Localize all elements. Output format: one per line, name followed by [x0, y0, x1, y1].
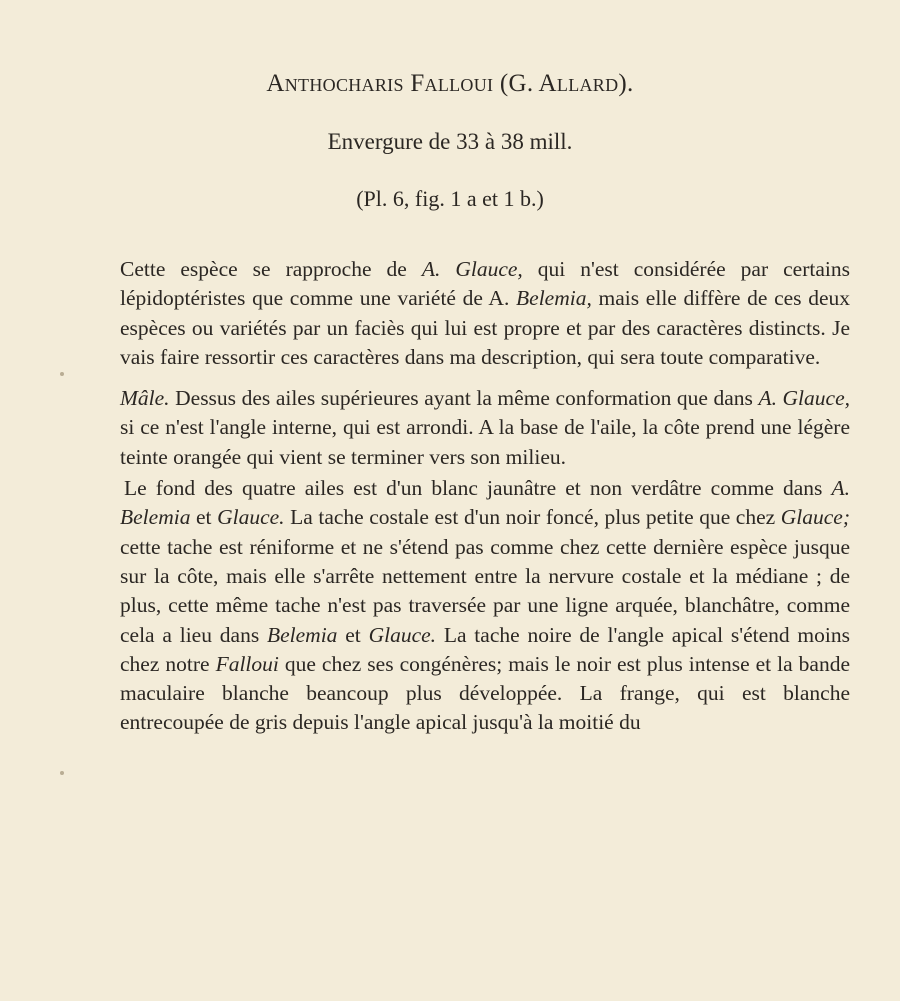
species-name: Glauce. — [217, 505, 285, 530]
text-span: et — [337, 622, 369, 647]
text-span: cette tache est réniforme et ne s'étend pas comme chez cette dernière espèce jusque sur la côte, mais elle s'arrête nettement entre la nervure costale et la médiane ; de plus, cette même tache n'est pas traversée par une ligne arquée, blanchâtre, comme cela a lieu dans — [120, 534, 850, 647]
paragraph-ground-color — [120, 474, 850, 738]
description-text — [120, 255, 850, 738]
text-span: Dessus des ailes supérieures ayant la même conformation que dans — [169, 386, 759, 411]
species-name: A. Glauce, — [758, 386, 850, 411]
species-name: Falloui — [215, 651, 279, 676]
text-span: Le fond des quatre ailes est d'un blanc jaunâtre et non verdâtre comme dans — [124, 476, 832, 501]
text-span: Cette espèce se rapproche de — [120, 257, 422, 281]
margin-speck — [60, 771, 64, 775]
wingspan-line: Envergure de 33 à 38 mill. — [327, 129, 573, 154]
text-span: si ce n'est l'angle interne, qui est arrondi. A la base de l'aile, la côte prend une légère teinte orangée qui vient se terminer vers son milieu. — [120, 415, 850, 469]
text-span: La tache noire de l'angle apical s'étend moins chez notre — [120, 622, 850, 676]
species-name: Glauce. — [368, 622, 437, 647]
paragraph-male — [120, 384, 850, 472]
species-name: A. Glauce, — [421, 257, 523, 281]
margin-speck — [60, 372, 64, 376]
section-label: Mâle. — [120, 386, 170, 411]
text-span: mais elle diffère de ces deux espèces ou variétés par un faciès qui lui est propre et par des caractères distincts. Je vais faire ressortir ces caractères dans ma description, qui sera toute comparative. — [120, 286, 851, 369]
species-name: Glauce; — [780, 505, 850, 530]
species-name: Belemia, — [516, 286, 592, 311]
plate-reference: (Pl. 6, fig. 1 a et 1 b.) — [356, 186, 544, 211]
species-name: A. Belemia — [120, 476, 850, 530]
text-span: qui n'est considérée par certains lépidoptéristes que comme une variété de A. — [120, 257, 850, 311]
text-span: que chez ses congénères; mais le noir est plus intense et la bande maculaire blanche beancoup plus développée. La frange, qui est blanche entrecoupée de gris depuis l'angle apical jusqu'à la moitié du — [120, 651, 850, 735]
paragraph-intro — [120, 255, 850, 372]
species-title: Anthocharis Falloui (G. Allard). — [266, 70, 634, 97]
text-span: et — [190, 505, 218, 530]
species-name: Belemia — [266, 622, 338, 647]
text-span: La tache costale est d'un noir foncé, plus petite que chez — [284, 505, 781, 530]
